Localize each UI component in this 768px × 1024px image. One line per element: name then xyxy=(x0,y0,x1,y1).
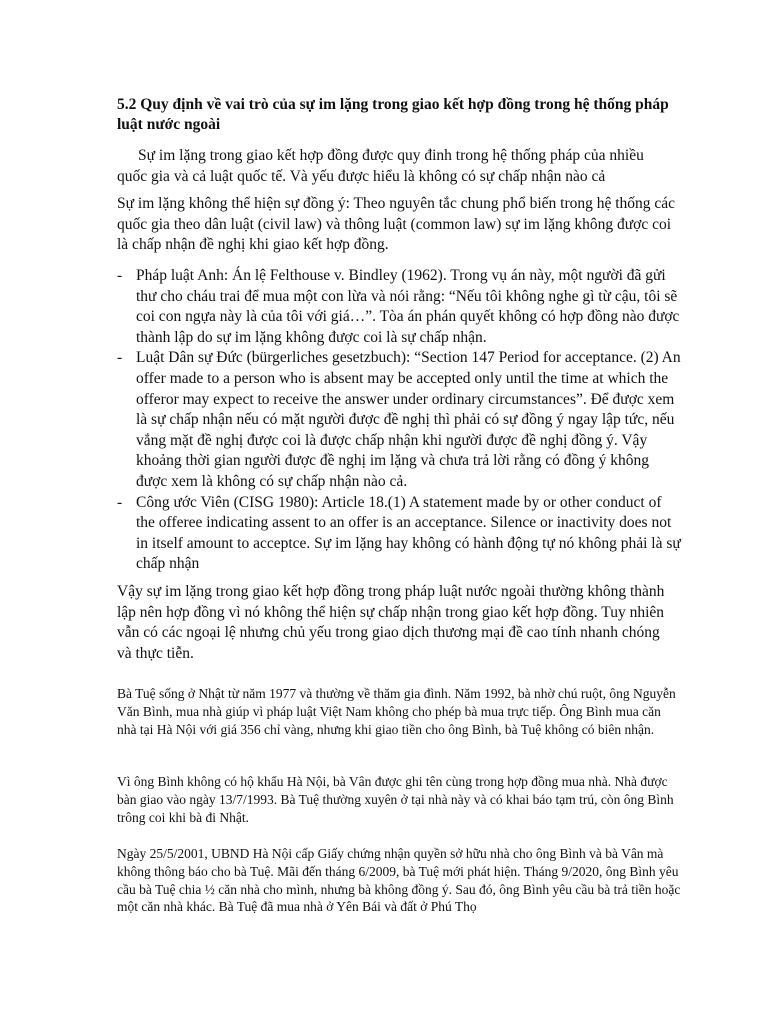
general-rule-paragraph: Sự im lặng không thể hiện sự đồng ý: Theo nguyên tắc chung phổ biến trong hệ thống các quốc gia theo dân luật (civil law) và thông luật (common law) sự im lặng không được coi là chấp nhận đề nghị khi giao kết hợp đồng. xyxy=(117,195,676,254)
list-item-english-law xyxy=(117,266,682,348)
case-paragraph-3: Ngày 25/5/2001, UBND Hà Nội cấp Giấy chứng nhận quyền sở hữu nhà cho ông Bình và bà Vân mà không thông báo cho bà Tuệ. Mãi đến tháng 6/2009, bà Tuệ mới phát hiện. Tháng 9/2020, ông Bình yêu cầu bà Tuệ chia ½ căn nhà cho mình, nhưng bà không đồng ý. Sau đó, ông Bình yêu cầu bà trả tiền hoặc một căn nhà khác. Bà Tuệ đã mua nhà ở Yên Bái và đất ở Phú Thọ xyxy=(117,846,681,915)
list-dash: - xyxy=(117,267,123,284)
list-item-text: Công ước Viên (CISG 1980): Article 18.(1) A statement made by or other conduct of the offeree indicating assent to an offer is an acceptance. Silence or inactivity does not in itself amount to acceptce. Sự im lặng hay không có hành động tự nó không phải là sự chấp nhận xyxy=(136,493,681,573)
list-item-german-law xyxy=(117,348,682,492)
list-dash: - xyxy=(117,349,123,367)
legal-examples-list xyxy=(117,266,682,575)
list-item-text: Pháp luật Anh: Án lệ Felthouse v. Bindley (1962). Trong vụ án này, một người đã gửi thư cho cháu trai để mua một con lừa và nói rằng: “Nếu tôi không nghe gì từ cậu, tôi sẽ coi con ngựa này là của tôi với giá…”. Tòa án phán quyết không có hợp đồng nào được thành lập do sự im lặng không được coi là sự chấp nhận. xyxy=(136,267,680,346)
conclusion-paragraph: Vậy sự im lặng trong giao kết hợp đồng trong pháp luật nước ngoài thường không thành lập nên hợp đồng vì nó không thể hiện sự chấp nhận trong giao kết hợp đồng. Tuy nhiên vẫn có các ngoại lệ nhưng chủ yếu trong giao dịch thương mại đề cao tính nhanh chóng và thực tiễn. xyxy=(117,583,665,662)
list-item-text: Luật Dân sự Đức (bürgerliches gesetzbuch): “Section 147 Period for acceptance. (2) An offer made to a person who is absent may be accepted only until the time at which the offeror may expect to receive the answer under ordinary circumstances”. Để được xem là sự chấp nhận nếu có mặt người được đề nghị thì phải có sự đồng ý ngay lập tức, nếu vắng mặt đề nghị được coi là được chấp nhận khi người được đề nghị đồng ý. Vậy khoảng thời gian người được đề nghị im lặng và chưa trả lời rằng có đồng ý không được xem là không có sự chấp nhận nào cả. xyxy=(136,349,681,490)
case-paragraph-1: Bà Tuệ sống ở Nhật từ năm 1977 và thường về thăm gia đình. Năm 1992, bà nhờ chú ruột, ông Nguyễn Văn Bình, mua nhà giúp vì pháp luật Việt Nam không cho phép bà mua trực tiếp. Ông Bình mua căn nhà tại Hà Nội với giá 356 chỉ vàng, nhưng khi giao tiền cho ông Bình, bà Tuệ không có biên nhận. xyxy=(117,686,676,737)
list-dash: - xyxy=(117,493,123,511)
list-item-cisg xyxy=(117,493,682,575)
case-paragraph-2: Vì ông Bình không có hộ khẩu Hà Nội, bà Vân được ghi tên cùng trong hợp đồng mua nhà. Nhà được bàn giao vào ngày 13/7/1993. Bà Tuệ thường xuyên ở tại nhà này và có khai báo tạm trú, còn ông Bình trông coi khi bà đi Nhật. xyxy=(117,774,674,825)
intro-paragraph: Sự im lặng trong giao kết hợp đồng được quy đinh trong hệ thống pháp của nhiều quốc gia và cả luật quốc tế. Và yếu được hiểu là không có sự chấp nhận nào cả xyxy=(117,147,644,185)
section-heading: 5.2 Quy định về vai trò của sự im lặng trong giao kết hợp đồng trong hệ thống pháp luật nước ngoài xyxy=(117,96,669,133)
